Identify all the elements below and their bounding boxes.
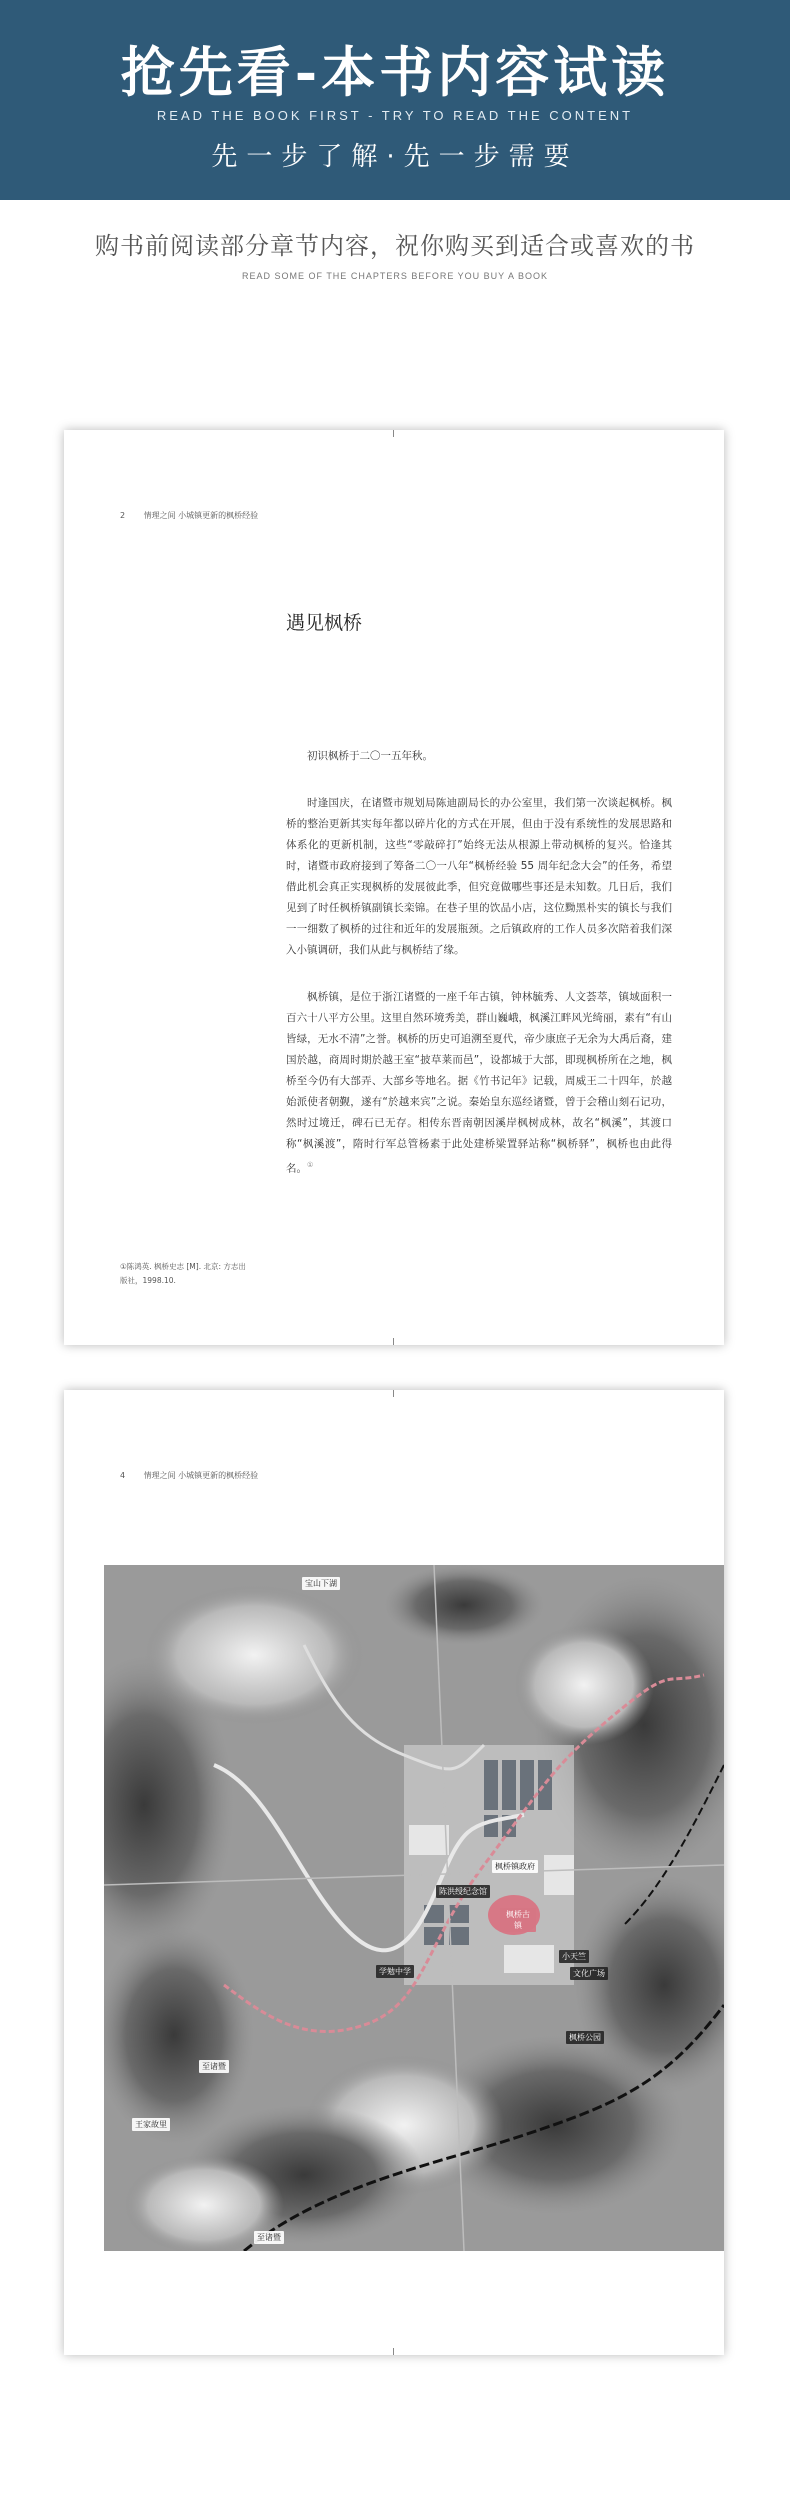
map-label-top: 宝山下湖 bbox=[302, 1577, 340, 1590]
fold-mark bbox=[393, 1338, 394, 1345]
running-head-title: 情理之间 小城镇更新的枫桥经验 bbox=[143, 1471, 259, 1480]
map-illustration bbox=[104, 1565, 724, 2251]
running-head-title: 情理之间 小城镇更新的枫桥经验 bbox=[143, 511, 259, 520]
map-label-park: 枫桥公园 bbox=[566, 2031, 604, 2044]
header-banner bbox=[0, 0, 790, 200]
map-label-west: 至诸暨 bbox=[199, 2060, 229, 2073]
paragraph bbox=[286, 987, 672, 1180]
running-head bbox=[120, 510, 258, 521]
map-label-southwest: 王家故里 bbox=[132, 2118, 170, 2131]
map-label-xiaotianzhu: 小天竺 bbox=[559, 1950, 589, 1963]
book-page-preview-1 bbox=[64, 430, 724, 1345]
chapter-body bbox=[286, 746, 672, 1194]
page-number: 2 bbox=[120, 511, 126, 520]
map-label-culture-square: 文化广场 bbox=[570, 1967, 608, 1980]
town-map-image bbox=[104, 1565, 724, 2251]
map-label-government: 枫桥镇政府 bbox=[492, 1860, 538, 1873]
page-number: 4 bbox=[120, 1471, 126, 1480]
map-label-memorial: 陈洪绶纪念馆 bbox=[436, 1885, 490, 1898]
footnote-marker: ① bbox=[307, 1161, 314, 1169]
intro-text-cn: 购书前阅读部分章节内容，祝你购买到适合或喜欢的书 bbox=[95, 232, 695, 260]
banner-title: 抢先看-本书内容试读 bbox=[120, 40, 670, 104]
fold-mark bbox=[393, 2348, 394, 2355]
banner-slogan: 先一步了解·先一步需要 bbox=[211, 142, 579, 172]
paragraph-text: 枫桥镇，是位于浙江诸暨的一座千年古镇，钟林毓秀、人文荟萃，镇域面积一百六十八平方公里。这里自然环境秀美，群山巍峨，枫溪江畔风光绮丽，素有“有山皆绿，无水不清”之誉。枫桥的历史可追溯至夏代，帝少康庶子无余为大禹后裔，建国於越，商周时期於越王室“披草莱而邑”，设都城于大部，即现枫桥所在之地，枫桥至今仍有大部弄、大部乡等地名。据《竹书记年》记载，周威王二十四年，於越始派使者朝觐，遂有“於越来宾”之说。秦始皇东巡经诸暨，曾于会稽山刻石记功，然时过境迁，碑石已无存。相传东晋南朝因溪岸枫树成林，故名“枫溪”，其渡口称“枫溪渡”，隋时行军总管杨素于此处建桥梁置驿站称“枫桥驿”，枫桥也由此得名。 bbox=[286, 991, 672, 1175]
banner-subtitle-en: READ THE BOOK FIRST - TRY TO READ THE CONTENT bbox=[156, 108, 634, 123]
running-head bbox=[120, 1470, 258, 1481]
fold-mark bbox=[393, 430, 394, 437]
map-label-old-town: 枫桥古镇 bbox=[500, 1908, 536, 1932]
footnote: ①陈鸿英. 枫桥史志 [M]. 北京: 方志出版社，1998.10. bbox=[120, 1262, 246, 1285]
intro-text-en: READ SOME OF THE CHAPTERS BEFORE YOU BUY A BOOK bbox=[241, 271, 549, 281]
fold-mark bbox=[393, 1390, 394, 1397]
map-label-school: 学勉中学 bbox=[376, 1965, 414, 1978]
paragraph: 初识枫桥于二〇一五年秋。 bbox=[307, 750, 433, 762]
book-page-preview-2 bbox=[64, 1390, 724, 2355]
chapter-title: 遇见枫桥 bbox=[286, 612, 363, 634]
map-label-bottom: 至诸暨 bbox=[254, 2231, 284, 2244]
paragraph: 时逢国庆，在诸暨市规划局陈迪副局长的办公室里，我们第一次谈起枫桥。枫桥的整治更新其实每年都以碎片化的方式在开展，但由于没有系统性的发展思路和体系化的更新机制，这些“零敲碎打”始终无法从根源上带动枫桥的复兴。恰逢其时，诸暨市政府接到了筹备二〇一八年“枫桥经验 55 周年纪念大会”的任务，希望借此机会真正实现枫桥的发展彼此季，但究竟做哪些事还是未知数。几日后，我们见到了时任枫桥镇副镇长栾锦。在巷子里的饮品小店，这位黝黑朴实的镇长与我们一一细数了枫桥的过往和近年的发展瓶颈。之后镇政府的工作人员多次陪着我们深入小镇调研，我们从此与枫桥结了缘。 bbox=[286, 797, 672, 956]
